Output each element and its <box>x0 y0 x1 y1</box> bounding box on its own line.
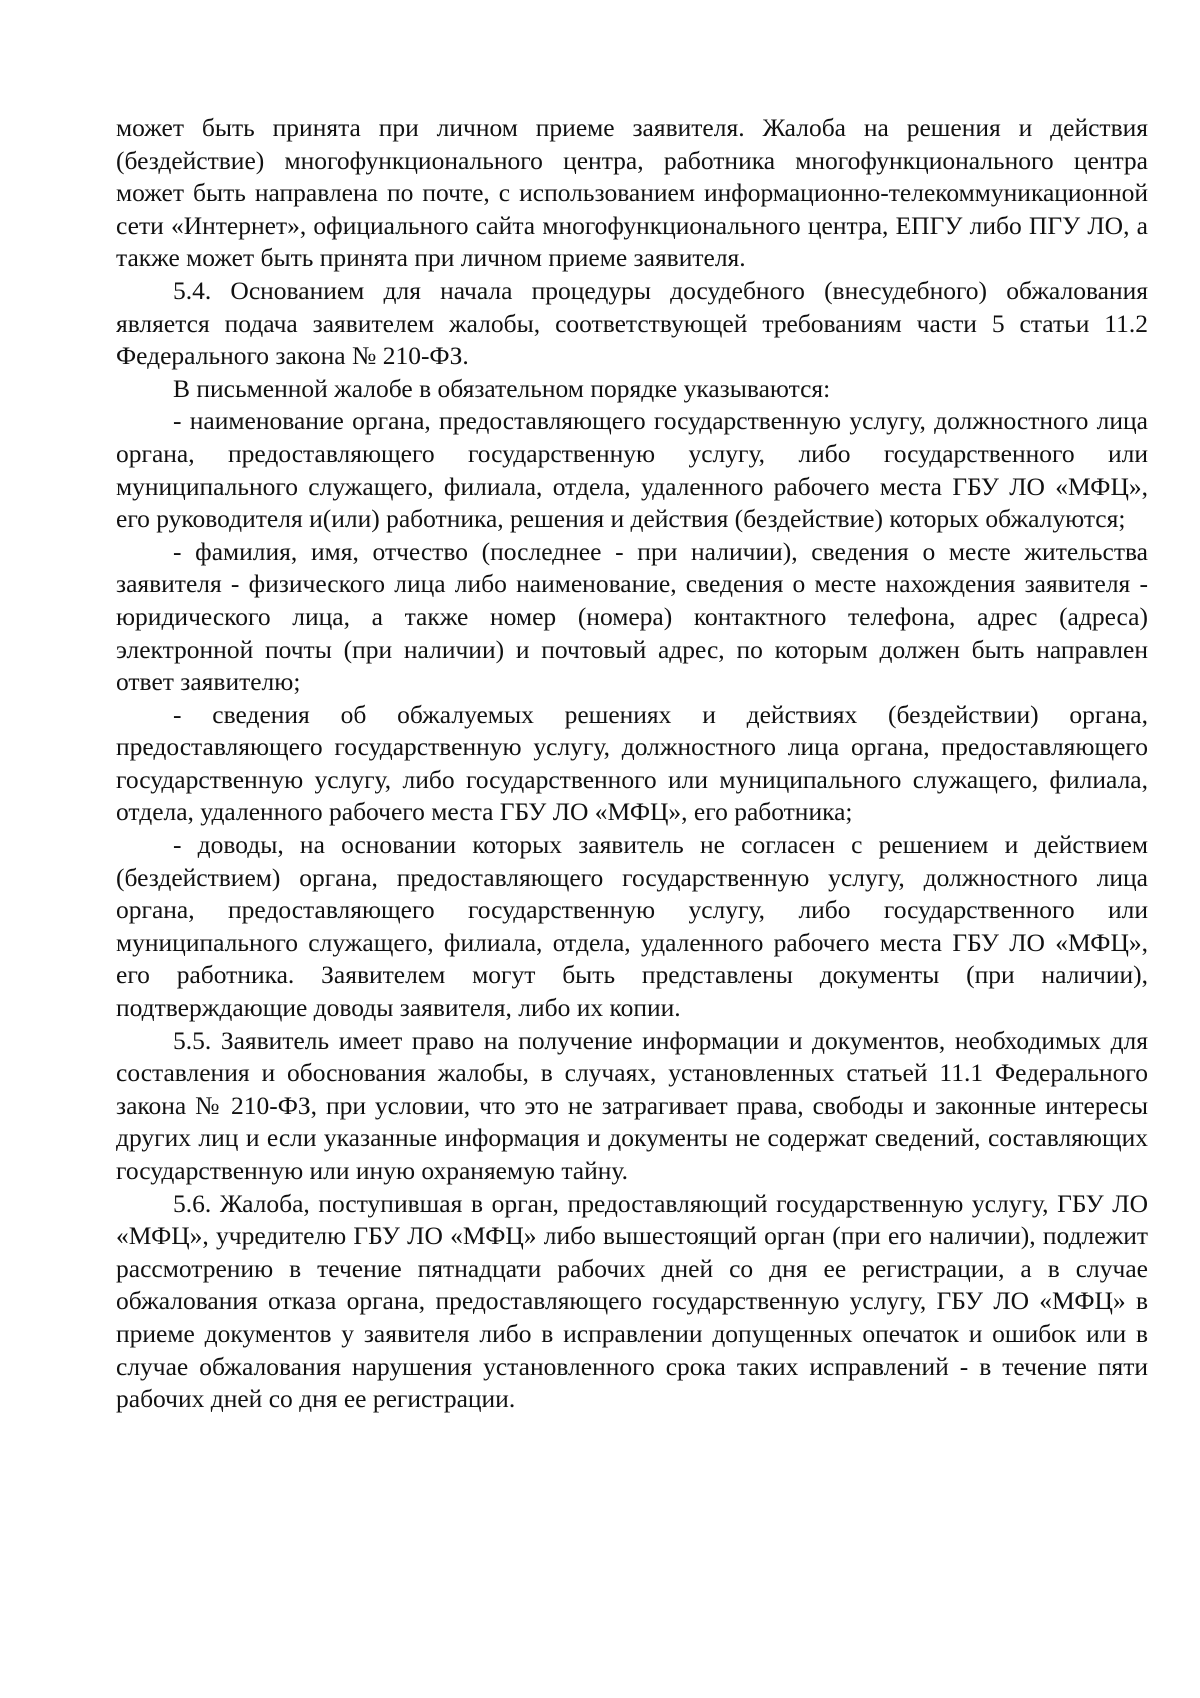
document-page <box>116 112 1148 1416</box>
list-item-appealed-decisions: - сведения об обжалуемых решениях и действиях (бездействии) органа, предоставляющего государственную услугу, должностного лица органа, предоставляющего государственную услугу, либо государственного или муниципального служащего, филиала, отдела, удаленного рабочего места ГБУ ЛО «МФЦ», его работника; <box>116 699 1148 827</box>
list-item-applicant-details: - фамилия, имя, отчество (последнее - при наличии), сведения о месте жительства заявителя - физического лица либо наименование, сведения о месте нахождения заявителя - юридического лица, а также номер (номера) контактного телефона, адрес (адреса) электронной почты (при наличии) и почтовый адрес, по которым должен быть направлен ответ заявителю; <box>116 536 1148 697</box>
paragraph-requirements-intro: В письменной жалобе в обязательном порядке указываются: <box>173 373 831 403</box>
paragraph-5-4: 5.4. Основанием для начала процедуры досудебного (внесудебного) обжалования является подача заявителем жалобы, соответствующей требованиям части 5 статьи 11.2 Федерального закона № 210-ФЗ. <box>116 275 1148 371</box>
paragraph-5-5: 5.5. Заявитель имеет право на получение информации и документов, необходимых для составления и обоснования жалобы, в случаях, установленных статьей 11.1 Федерального закона № 210-ФЗ, при условии, что это не затрагивает права, свободы и законные интересы других лиц и если указанные информация и документы не содержат сведений, составляющих государственную или иную охраняемую тайну. <box>116 1025 1148 1185</box>
paragraph-5-6: 5.6. Жалоба, поступившая в орган, предоставляющий государственную услугу, ГБУ ЛО «МФЦ», учредителю ГБУ ЛО «МФЦ» либо вышестоящий орган (при его наличии), подлежит рассмотрению в течение пятнадцати рабочих дней со дня ее регистрации, а в случае обжалования отказа органа, предоставляющего государственную услугу, ГБУ ЛО «МФЦ» в приеме документов у заявителя либо в исправлении допущенных опечаток и ошибок или в случае обжалования нарушения установленного срока таких исправлений - в течение пяти рабочих дней со дня ее регистрации. <box>116 1188 1148 1414</box>
paragraph-continuation: может быть принята при личном приеме заявителя. Жалоба на решения и действия (бездействие) многофункционального центра, работника многофункционального центра может быть направлена по почте, с использованием информационно-телекоммуникационной сети «Интернет», официального сайта многофункционального центра, ЕПГУ либо ПГУ ЛО, а также может быть принята при личном приеме заявителя. <box>116 113 1148 273</box>
list-item-organ-name: - наименование органа, предоставляющего государственную услугу, должностного лица органа, предоставляющего государственную услугу, либо государственного или муниципального служащего, филиала, отдела, удаленного рабочего места ГБУ ЛО «МФЦ», его руководителя и(или) работника, решения и действия (бездействие) которых обжалуются; <box>116 406 1148 534</box>
list-item-arguments: - доводы, на основании которых заявитель не согласен с решением и действием (бездействием) органа, предоставляющего государственную услугу, должностного лица органа, предоставляющего государственную услугу, либо государственного или муниципального служащего, филиала, отдела, удаленного рабочего места ГБУ ЛО «МФЦ», его работника. Заявителем могут быть представлены документы (при наличии), подтверждающие доводы заявителя, либо их копии. <box>116 830 1148 1023</box>
